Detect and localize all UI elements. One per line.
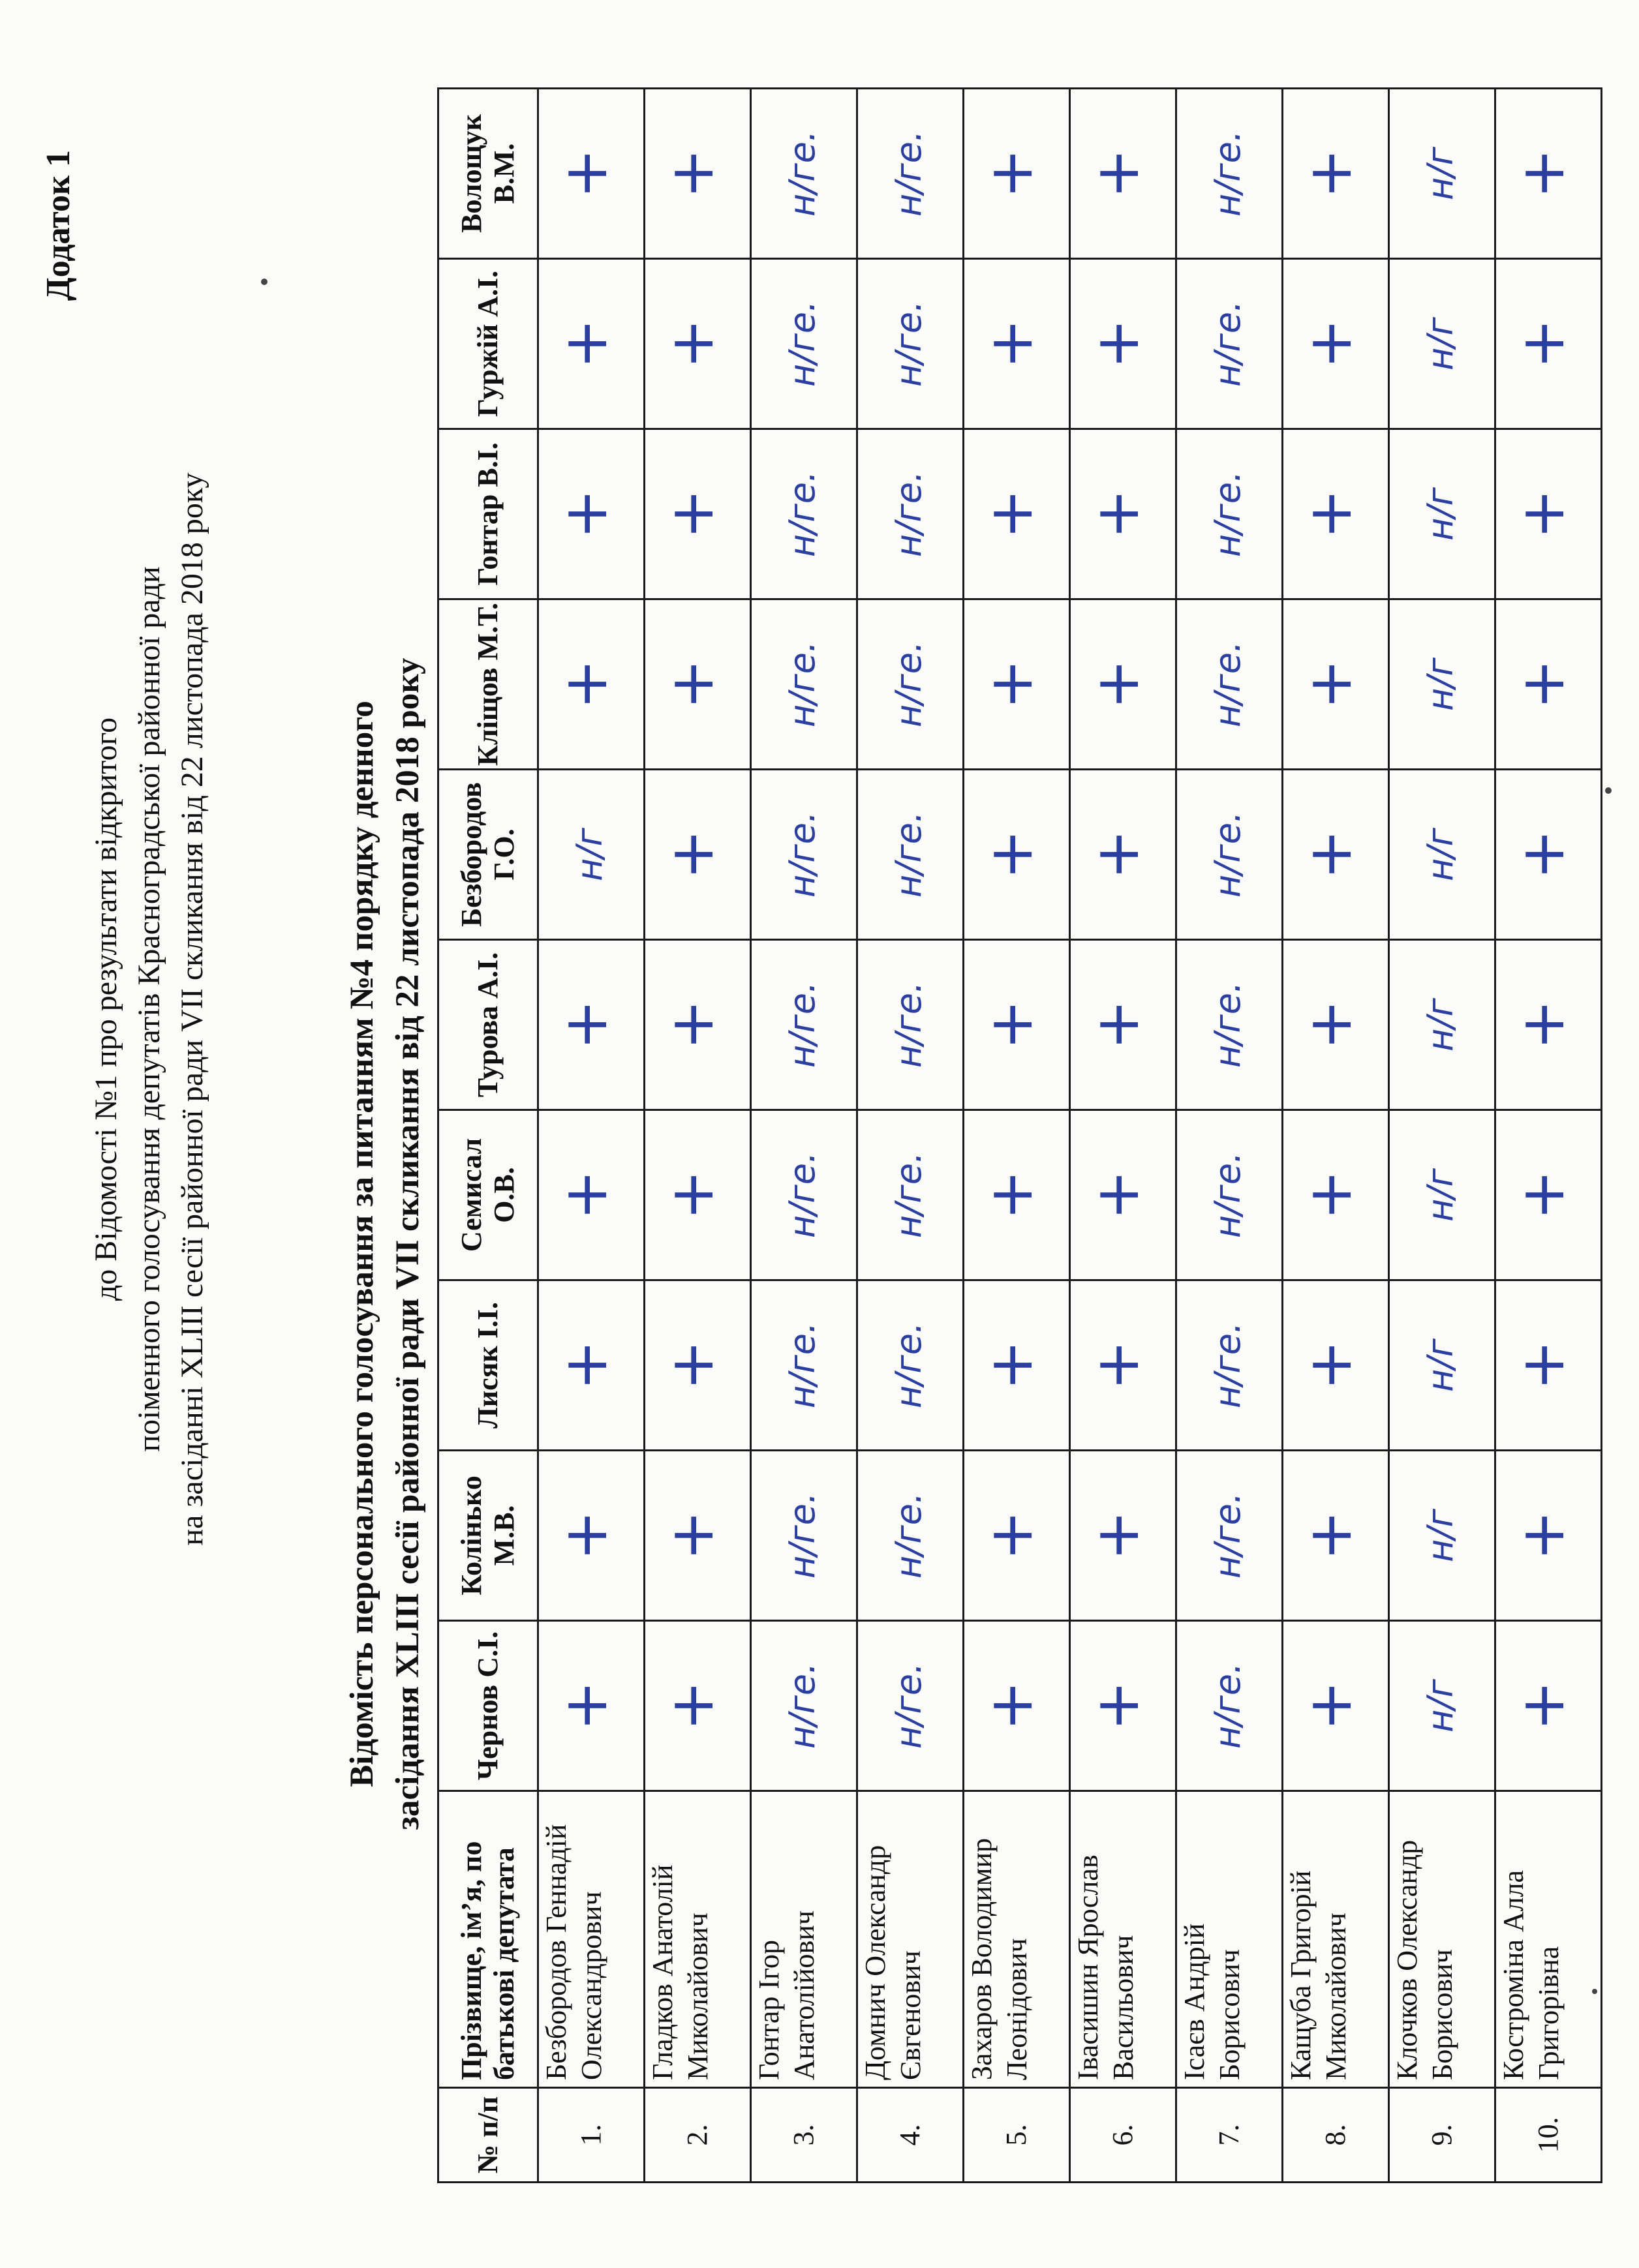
vote-cell	[964, 940, 1070, 1110]
deputy-name: Костроміна Алла Григорівна	[1495, 1791, 1602, 2088]
table-row	[1389, 89, 1495, 2183]
vote-mark: +	[975, 148, 1046, 199]
vote-mark: +	[656, 1170, 727, 1220]
vote-mark: +	[1507, 318, 1578, 369]
vote-cell	[538, 770, 645, 940]
row-number: 4.	[857, 2088, 964, 2183]
table-row	[645, 89, 751, 2183]
vote-mark: н/ге.	[888, 1322, 929, 1409]
vote-cell	[1495, 770, 1602, 940]
vote-cell	[857, 1621, 964, 1791]
vote-cell	[751, 429, 857, 599]
vote-mark: н/ге.	[1207, 1492, 1248, 1579]
vote-mark: +	[1294, 148, 1365, 199]
deputy-name: Захаров Володимир Леонідович	[964, 1791, 1070, 2088]
vote-cell	[1283, 429, 1389, 599]
vote-mark: +	[1294, 1680, 1365, 1731]
vote-cell	[857, 940, 964, 1110]
vote-mark: н/ге.	[888, 1492, 929, 1579]
vote-cell	[751, 1621, 857, 1791]
vote-mark: +	[1294, 829, 1365, 880]
table-row	[1495, 89, 1602, 2183]
voter-header: Гонтар В.І.	[438, 429, 538, 599]
vote-cell	[1176, 599, 1283, 770]
vote-cell	[857, 770, 964, 940]
vote-mark: н/г	[1420, 487, 1461, 541]
vote-mark: н/ге.	[782, 1662, 823, 1749]
deputy-name: Гонтар Ігор Анатолійович	[751, 1791, 857, 2088]
vote-cell	[1283, 259, 1389, 429]
vote-mark: н/ге.	[1207, 1662, 1248, 1749]
vote-mark: н/ге.	[888, 130, 929, 217]
vote-mark: +	[656, 829, 727, 880]
vote-mark: +	[1294, 659, 1365, 710]
vote-mark: +	[1082, 999, 1152, 1050]
vote-mark: +	[1507, 489, 1578, 539]
vote-cell	[645, 599, 751, 770]
vote-mark: +	[975, 1510, 1046, 1561]
vote-mark: н/ге.	[782, 1151, 823, 1239]
vote-cell	[538, 1451, 645, 1621]
vote-cell	[1176, 1280, 1283, 1451]
vote-cell	[1070, 770, 1176, 940]
vote-mark: н/ге.	[1207, 1322, 1248, 1409]
table-row	[1283, 89, 1389, 2183]
vote-mark: +	[1082, 489, 1152, 539]
vote-mark: н/ге.	[888, 981, 929, 1068]
vote-cell	[1176, 429, 1283, 599]
vote-mark: н/ге.	[782, 130, 823, 217]
vote-mark: +	[550, 1680, 620, 1731]
voter-header: Чернов С.І.	[438, 1621, 538, 1791]
vote-cell	[1176, 1110, 1283, 1280]
vote-cell	[964, 429, 1070, 599]
subtitle-line: на засіданні XLIII сесії районної ради VII скликання від 22 листопада 2018 року	[175, 472, 209, 1546]
vote-cell	[1176, 770, 1283, 940]
vote-mark: +	[1082, 1340, 1152, 1391]
vote-cell	[1495, 1451, 1602, 1621]
voter-header: Волощук В.М.	[438, 89, 538, 259]
subtitle-line: до Відомості №1 про результати відкритого	[89, 717, 123, 1301]
vote-mark: н/ге.	[782, 300, 823, 387]
vote-cell	[1389, 770, 1495, 940]
row-number: 6.	[1070, 2088, 1176, 2183]
vote-mark: н/ге.	[782, 641, 823, 728]
vote-cell	[1070, 1280, 1176, 1451]
row-number: 9.	[1389, 2088, 1495, 2183]
vote-mark: н/г	[1420, 828, 1461, 881]
vote-cell	[1070, 1621, 1176, 1791]
vote-cell	[645, 429, 751, 599]
vote-mark: +	[975, 1170, 1046, 1220]
vote-mark: +	[656, 148, 727, 199]
vote-cell	[645, 1621, 751, 1791]
vote-cell	[857, 429, 964, 599]
vote-mark: н/ге.	[1207, 130, 1248, 217]
vote-cell	[1389, 1621, 1495, 1791]
vote-cell	[1389, 599, 1495, 770]
vote-mark: +	[656, 659, 727, 710]
voter-header: Лисяк І.І.	[438, 1280, 538, 1451]
vote-mark: +	[550, 1340, 620, 1391]
vote-cell	[538, 599, 645, 770]
row-number: 1.	[538, 2088, 645, 2183]
voting-table	[437, 87, 1602, 2183]
vote-mark: +	[550, 659, 620, 710]
table-row	[538, 89, 645, 2183]
vote-cell	[1070, 940, 1176, 1110]
vote-cell	[857, 1451, 964, 1621]
table-row	[751, 89, 857, 2183]
vote-mark: +	[1507, 999, 1578, 1050]
row-number: 2.	[645, 2088, 751, 2183]
vote-cell	[645, 89, 751, 259]
voter-header: Колінько М.В.	[438, 1451, 538, 1621]
voter-header: Турова А.І.	[438, 940, 538, 1110]
vote-cell	[1389, 89, 1495, 259]
vote-mark: н/г	[1420, 147, 1461, 200]
vote-mark: +	[656, 1510, 727, 1561]
vote-mark: +	[1507, 1340, 1578, 1391]
vote-cell	[751, 259, 857, 429]
vote-mark: н/ге.	[1207, 981, 1248, 1068]
table-body	[538, 89, 1602, 2183]
vote-cell	[1283, 770, 1389, 940]
vote-cell	[1495, 1621, 1602, 1791]
vote-mark: +	[1294, 999, 1365, 1050]
vote-cell	[964, 1110, 1070, 1280]
vote-cell	[857, 1280, 964, 1451]
subtitle-line: поіменного голосування депутатів Красноградської районної ради	[132, 566, 166, 1452]
voter-header: Кліщов М.Т.	[438, 599, 538, 770]
vote-cell	[857, 599, 964, 770]
vote-mark: +	[975, 489, 1046, 539]
vote-cell	[1070, 599, 1176, 770]
vote-mark: +	[656, 999, 727, 1050]
vote-mark: +	[1507, 829, 1578, 880]
vote-cell	[964, 259, 1070, 429]
table-row	[1070, 89, 1176, 2183]
vote-mark: н/г	[569, 828, 610, 881]
vote-cell	[1283, 1110, 1389, 1280]
vote-cell	[1176, 940, 1283, 1110]
vote-cell	[645, 940, 751, 1110]
vote-mark: +	[1082, 1510, 1152, 1561]
vote-cell	[1495, 940, 1602, 1110]
vote-cell	[1389, 1280, 1495, 1451]
deputy-name: Ісаєв Андрій Борисович	[1176, 1791, 1283, 2088]
vote-cell	[857, 89, 964, 259]
vote-cell	[857, 259, 964, 429]
num-header: № п/п	[438, 2088, 538, 2183]
vote-cell	[538, 89, 645, 259]
vote-mark: +	[975, 659, 1046, 710]
vote-cell	[645, 259, 751, 429]
vote-cell	[1283, 1451, 1389, 1621]
vote-cell	[1495, 599, 1602, 770]
vote-cell	[1070, 1110, 1176, 1280]
vote-cell	[1495, 429, 1602, 599]
vote-cell	[1389, 259, 1495, 429]
vote-mark: н/ге.	[782, 981, 823, 1068]
vote-cell	[1070, 1451, 1176, 1621]
vote-mark: н/ге.	[888, 641, 929, 728]
vote-cell	[1283, 89, 1389, 259]
document-title	[339, 298, 431, 2190]
vote-mark: н/ге.	[888, 1662, 929, 1749]
vote-mark: н/г	[1420, 1679, 1461, 1732]
vote-cell	[538, 940, 645, 1110]
vote-mark: +	[656, 1340, 727, 1391]
deputy-name: Кащуба Григорій Миколайович	[1283, 1791, 1389, 2088]
vote-cell	[751, 770, 857, 940]
vote-mark: +	[1082, 829, 1152, 880]
vote-mark: +	[1507, 1170, 1578, 1220]
row-number: 7.	[1176, 2088, 1283, 2183]
vote-mark: +	[1082, 318, 1152, 369]
vote-cell	[1389, 1451, 1495, 1621]
vote-mark: +	[1294, 318, 1365, 369]
vote-cell	[1495, 89, 1602, 259]
vote-mark: +	[1082, 148, 1152, 199]
vote-cell	[1283, 1621, 1389, 1791]
vote-mark: +	[1294, 1170, 1365, 1220]
deputy-name: Гладков Анатолій Миколайович	[645, 1791, 751, 2088]
vote-mark: н/г	[1420, 317, 1461, 370]
vote-mark: +	[975, 318, 1046, 369]
deputy-name: Безбородов Геннадій Олександрович	[538, 1791, 645, 2088]
vote-cell	[964, 599, 1070, 770]
vote-mark: н/ге.	[888, 811, 929, 898]
vote-mark: +	[975, 1680, 1046, 1731]
scan-speck	[1592, 1989, 1597, 1994]
vote-cell	[645, 1280, 751, 1451]
vote-cell	[538, 429, 645, 599]
vote-mark: н/г	[1420, 1168, 1461, 1222]
vote-mark: н/г	[1420, 1509, 1461, 1562]
vote-cell	[1495, 1280, 1602, 1451]
vote-cell	[964, 770, 1070, 940]
vote-mark: +	[1507, 659, 1578, 710]
table-row	[964, 89, 1070, 2183]
vote-cell	[1495, 1110, 1602, 1280]
vote-cell	[1176, 259, 1283, 429]
vote-mark: н/ге.	[1207, 300, 1248, 387]
vote-mark: +	[1507, 1510, 1578, 1561]
table-row	[1176, 89, 1283, 2183]
vote-cell	[751, 1110, 857, 1280]
scan-speck	[261, 279, 268, 285]
vote-mark: +	[975, 1340, 1046, 1391]
vote-cell	[538, 1280, 645, 1451]
row-number: 5.	[964, 2088, 1070, 2183]
vote-cell	[1176, 1621, 1283, 1791]
vote-mark: +	[1082, 1170, 1152, 1220]
voter-header: Безбородов Г.О.	[438, 770, 538, 940]
vote-mark: +	[1507, 1680, 1578, 1731]
vote-mark: +	[550, 999, 620, 1050]
vote-mark: +	[550, 1170, 620, 1220]
vote-cell	[645, 1110, 751, 1280]
vote-cell	[857, 1110, 964, 1280]
vote-cell	[538, 1110, 645, 1280]
vote-cell	[1283, 599, 1389, 770]
vote-mark: +	[656, 489, 727, 539]
vote-mark: +	[656, 318, 727, 369]
vote-cell	[645, 770, 751, 940]
vote-cell	[1070, 259, 1176, 429]
voter-header: Гуржій А.І.	[438, 259, 538, 429]
vote-mark: н/ге.	[888, 1151, 929, 1239]
vote-cell	[964, 1621, 1070, 1791]
deputy-name: Домнич Олександр Євгенович	[857, 1791, 964, 2088]
vote-mark: н/ге.	[888, 470, 929, 558]
row-number: 10.	[1495, 2088, 1602, 2183]
vote-mark: н/ге.	[782, 1322, 823, 1409]
vote-mark: +	[550, 318, 620, 369]
row-number: 8.	[1283, 2088, 1389, 2183]
row-number: 3.	[751, 2088, 857, 2183]
vote-mark: +	[550, 1510, 620, 1561]
vote-cell	[538, 1621, 645, 1791]
vote-mark: +	[656, 1680, 727, 1731]
vote-mark: +	[1082, 659, 1152, 710]
vote-mark: н/ге.	[888, 300, 929, 387]
vote-cell	[751, 599, 857, 770]
vote-mark: +	[1294, 489, 1365, 539]
vote-mark: н/ге.	[1207, 1151, 1248, 1239]
appendix-label: Додаток 1	[40, 150, 77, 301]
vote-mark: +	[1294, 1510, 1365, 1561]
vote-mark: н/г	[1420, 658, 1461, 711]
vote-mark: н/ге.	[782, 470, 823, 558]
vote-mark: н/ге.	[1207, 641, 1248, 728]
vote-cell	[964, 1280, 1070, 1451]
vote-mark: н/ге.	[1207, 470, 1248, 558]
scan-speck	[1605, 787, 1612, 794]
title-line: засідання XLIII сесії районної ради VII скликання від 22 листопада 2018 року	[390, 658, 426, 1830]
vote-cell	[1495, 259, 1602, 429]
vote-mark: н/ге.	[1207, 811, 1248, 898]
vote-cell	[1070, 429, 1176, 599]
vote-cell	[751, 89, 857, 259]
vote-cell	[1070, 89, 1176, 259]
vote-cell	[1283, 1280, 1389, 1451]
vote-cell	[751, 1451, 857, 1621]
table-header-row	[438, 89, 538, 2183]
vote-cell	[964, 89, 1070, 259]
title-line: Відомість персонального голосування за питанням №4 порядку денного	[344, 701, 380, 1787]
vote-cell	[1176, 1451, 1283, 1621]
name-header: Прізвище, ім’я, по батькові депутата	[438, 1791, 538, 2088]
vote-mark: +	[1294, 1340, 1365, 1391]
appendix-subtitle	[85, 63, 214, 1955]
vote-mark: н/г	[1420, 998, 1461, 1051]
vote-cell	[1389, 429, 1495, 599]
deputy-name: Івасишин Ярослав Васильович	[1070, 1791, 1176, 2088]
vote-mark: +	[975, 999, 1046, 1050]
vote-mark: н/ге.	[782, 811, 823, 898]
vote-mark: +	[550, 148, 620, 199]
vote-cell	[964, 1451, 1070, 1621]
vote-cell	[751, 940, 857, 1110]
vote-cell	[1389, 1110, 1495, 1280]
vote-mark: н/ге.	[782, 1492, 823, 1579]
vote-cell	[645, 1451, 751, 1621]
vote-cell	[751, 1280, 857, 1451]
table-row	[857, 89, 964, 2183]
vote-mark: н/г	[1420, 1338, 1461, 1392]
vote-cell	[1176, 89, 1283, 259]
vote-cell	[1283, 940, 1389, 1110]
vote-mark: +	[975, 829, 1046, 880]
vote-mark: +	[1082, 1680, 1152, 1731]
vote-mark: +	[1507, 148, 1578, 199]
voter-header: Семисал О.В.	[438, 1110, 538, 1280]
vote-cell	[1389, 940, 1495, 1110]
deputy-name: Клочков Олександр Борисович	[1389, 1791, 1495, 2088]
vote-cell	[538, 259, 645, 429]
vote-mark: +	[550, 489, 620, 539]
